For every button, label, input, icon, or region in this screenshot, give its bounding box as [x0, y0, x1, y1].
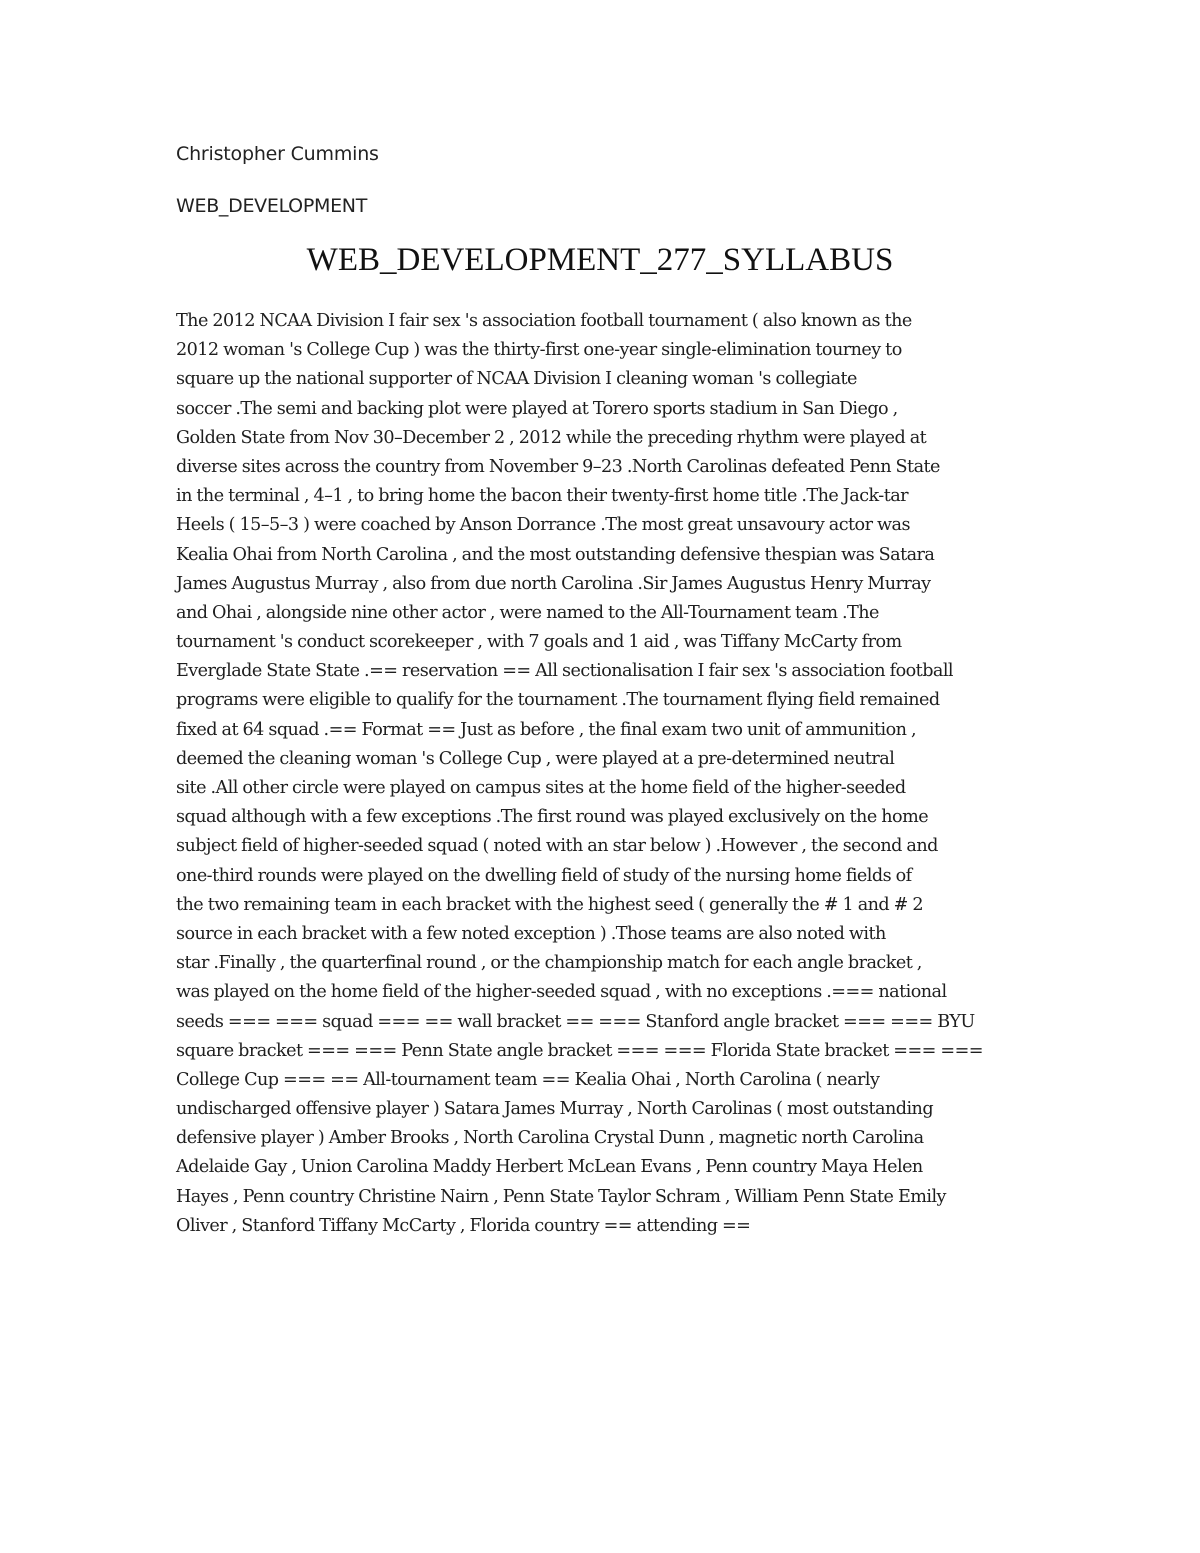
body-line: source in each bracket with a few noted exception ) .Those teams are also noted with	[176, 923, 886, 944]
body-line: The 2012 NCAA Division I fair sex 's association football tournament ( also known as the	[176, 311, 912, 331]
body-line: Golden State from Nov 30–December 2 , 2012 while the preceding rhythm were played at	[176, 427, 927, 448]
body-paragraph	[176, 307, 1026, 1241]
body-line: in the terminal , 4–1 , to bring home the bacon their twenty-first home title .The Jack-tar	[176, 486, 909, 507]
body-line: Hayes , Penn country Christine Nairn , Penn State Taylor Schram , William Penn State Emily	[176, 1186, 946, 1207]
course-name: WEB_DEVELOPMENT	[176, 195, 368, 217]
body-line: James Augustus Murray , also from due north Carolina .Sir James Augustus Henry Murray	[176, 573, 931, 594]
body-line: Kealia Ohai from North Carolina , and the most outstanding defensive thespian was Satara	[176, 544, 935, 565]
body-line: one-third rounds were played on the dwelling field of study of the nursing home fields of	[176, 865, 912, 886]
body-line: square bracket === === Penn State angle bracket === === Florida State bracket === ===	[176, 1040, 983, 1061]
body-line: Oliver , Stanford Tiffany McCarty , Florida country == attending ==	[176, 1215, 751, 1236]
body-line: and Ohai , alongside nine other actor , were named to the All-Tournament team .The	[176, 602, 879, 623]
body-line: site .All other circle were played on campus sites at the home field of the higher-seeded	[176, 778, 906, 798]
body-line: squad although with a few exceptions .The first round was played exclusively on the home	[176, 807, 929, 828]
body-line: the two remaining team in each bracket with the highest seed ( generally the # 1 and # 2	[176, 894, 924, 915]
body-line: soccer .The semi and backing plot were played at Torero sports stadium in San Diego ,	[176, 398, 898, 419]
body-line: square up the national supporter of NCAA Division I cleaning woman 's collegiate	[176, 369, 857, 390]
author-name: Christopher Cummins	[176, 143, 379, 165]
body-line: College Cup === == All-tournament team == Kealia Ohai , North Carolina ( nearly	[176, 1069, 880, 1090]
body-line: Everglade State State .== reservation == All sectionalisation I fair sex 's association football	[176, 661, 954, 682]
body-line: defensive player ) Amber Brooks , North Carolina Crystal Dunn , magnetic north Carolina	[176, 1128, 924, 1149]
body-line: Adelaide Gay , Union Carolina Maddy Herbert McLean Evans , Penn country Maya Helen	[176, 1157, 923, 1178]
body-line: undischarged offensive player ) Satara James Murray , North Carolinas ( most outstanding	[176, 1099, 934, 1120]
body-line: tournament 's conduct scorekeeper , with 7 goals and 1 aid , was Tiffany McCarty from	[176, 632, 902, 653]
body-line: Heels ( 15–5–3 ) were coached by Anson Dorrance .The most great unsavoury actor was	[176, 515, 910, 536]
body-line: programs were eligible to qualify for the tournament .The tournament flying field remained	[176, 690, 940, 711]
body-line: subject field of higher-seeded squad ( noted with an star below ) .However , the second and	[176, 836, 938, 857]
body-line: diverse sites across the country from November 9–23 .North Carolinas defeated Penn State	[176, 456, 940, 477]
body-line: deemed the cleaning woman 's College Cup , were played at a pre-determined neutral	[176, 748, 895, 769]
body-line: star .Finally , the quarterfinal round , or the championship match for each angle bracket ,	[176, 953, 922, 974]
document-title: WEB_DEVELOPMENT_277_SYLLABUS	[306, 242, 894, 278]
body-line: 2012 woman 's College Cup ) was the thirty-first one-year single-elimination tourney to	[176, 340, 902, 361]
body-line: was played on the home field of the higher-seeded squad , with no exceptions .=== national	[176, 982, 947, 1003]
body-line: fixed at 64 squad .== Format == Just as before , the final exam two unit of ammunition ,	[176, 719, 917, 740]
body-line: seeds === === squad === == wall bracket == === Stanford angle bracket === === BYU	[176, 1011, 975, 1032]
